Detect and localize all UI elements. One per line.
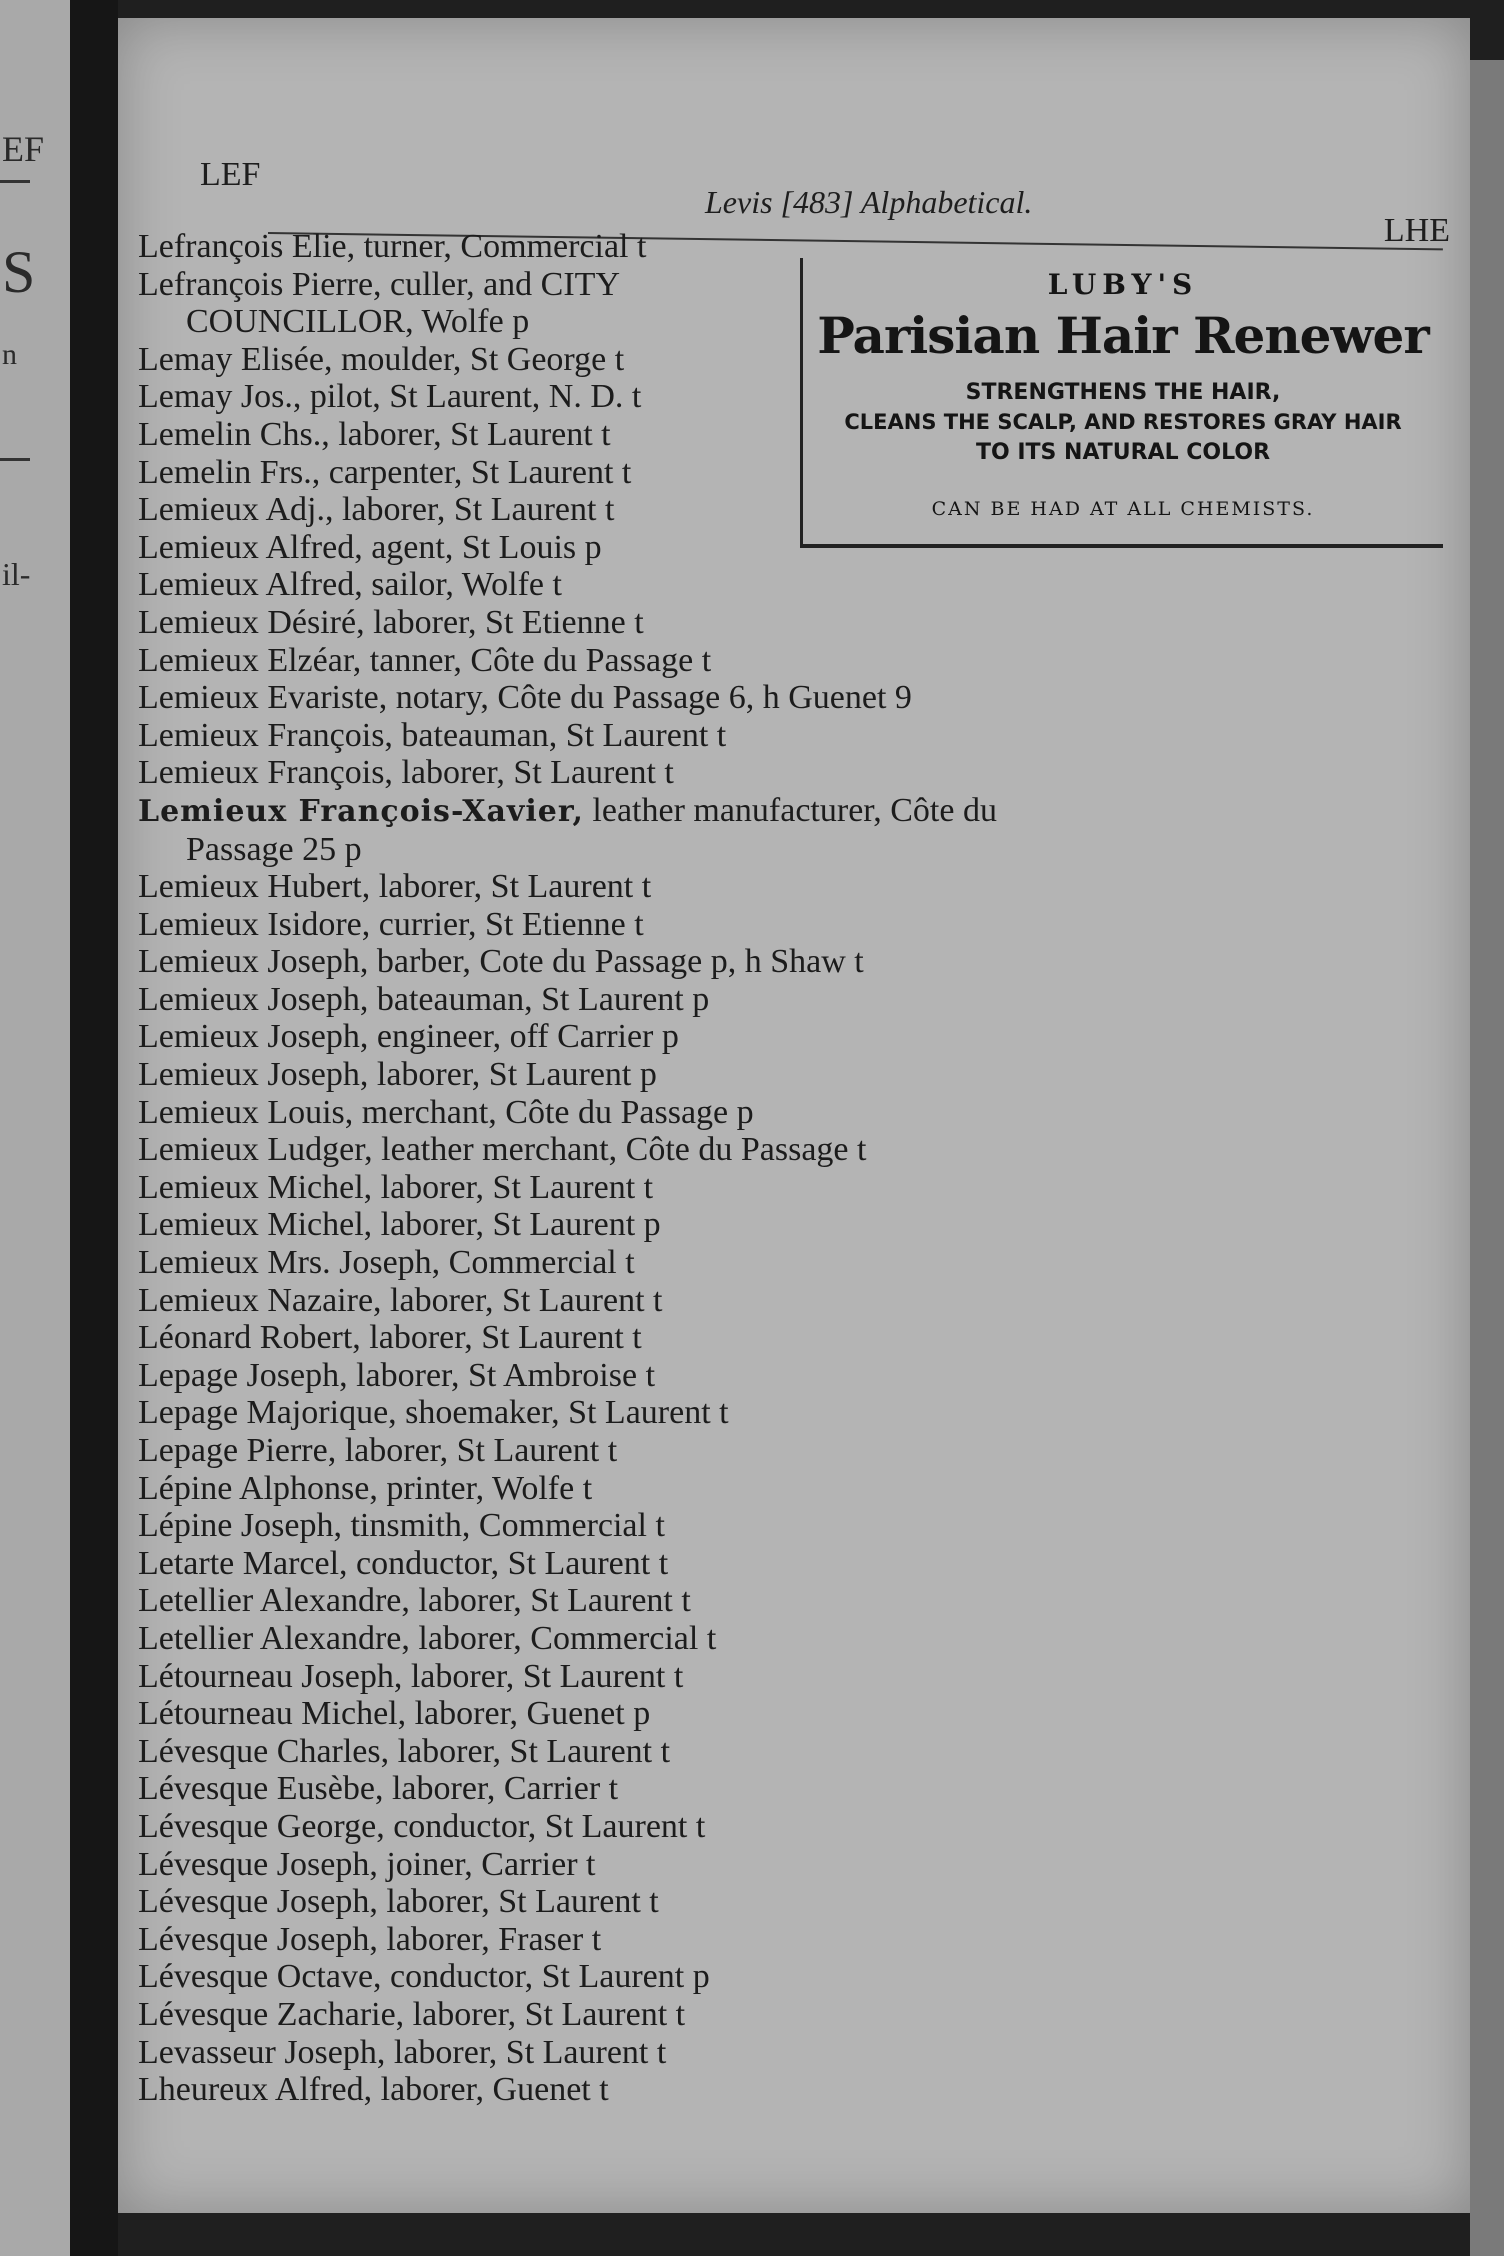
ad-brand: LUBY'S xyxy=(1047,268,1199,301)
directory-entry: Léonard Robert, laborer, St Laurent t xyxy=(138,1319,642,1357)
directory-entry: Lépine Joseph, tinsmith, Commercial t xyxy=(138,1507,665,1545)
page-edge xyxy=(1470,60,1504,2256)
directory-entry: Lévesque Zacharie, laborer, St Laurent t xyxy=(138,1995,686,2033)
prev-page-fragment: S xyxy=(2,239,36,305)
prev-page-fragment: il- xyxy=(2,556,31,592)
directory-entry: Létourneau Joseph, laborer, St Laurent t xyxy=(138,1657,684,1695)
prev-page-fragment: EF xyxy=(2,129,45,169)
directory-entry: Lemieux Joseph, laborer, St Laurent p xyxy=(138,1056,657,1094)
directory-entry: Letellier Alexandre, laborer, Commercial t xyxy=(138,1619,717,1657)
featured-name: Lemieux François-Xavier, xyxy=(138,793,584,829)
directory-entry: Lemay Elisée, moulder, St George t xyxy=(138,340,625,378)
ad-line: STRENGTHENS THE HAIR, xyxy=(965,380,1281,405)
directory-entry: Letarte Marcel, conductor, St Laurent t xyxy=(138,1544,669,1582)
directory-entry: Lemieux Alfred, agent, St Louis p xyxy=(138,528,602,566)
directory-entry: Lemelin Frs., carpenter, St Laurent t xyxy=(138,453,632,491)
directory-page xyxy=(118,18,1470,2213)
directory-entry: Lemieux Joseph, bateauman, St Laurent p xyxy=(138,980,710,1018)
directory-entry: Lemieux Joseph, barber, Cote du Passage p, h Shaw t xyxy=(138,943,864,981)
directory-entry: Lemieux Michel, laborer, St Laurent t xyxy=(138,1168,654,1206)
directory-entry: Lemieux Louis, merchant, Côte du Passage p xyxy=(138,1093,754,1131)
directory-entry: Lévesque Joseph, joiner, Carrier t xyxy=(138,1845,596,1883)
directory-entry: Lévesque Joseph, laborer, Fraser t xyxy=(138,1920,602,1958)
directory-entry: Lemieux Joseph, engineer, off Carrier p xyxy=(138,1018,679,1056)
directory-entry: Lemieux Elzéar, tanner, Côte du Passage t xyxy=(138,641,712,679)
ad-line: CLEANS THE SCALP, AND RESTORES GRAY HAIR xyxy=(844,410,1402,434)
previous-page-edge xyxy=(0,0,70,2256)
directory-entry: Lheureux Alfred, laborer, Guenet t xyxy=(138,2071,609,2109)
directory-entry: Lemieux Mrs. Joseph, Commercial t xyxy=(138,1244,635,1282)
entry-continuation: COUNCILLOR, Wolfe p xyxy=(186,303,530,341)
book-gutter xyxy=(70,0,118,2256)
directory-entry: Lemieux Isidore, currier, St Etienne t xyxy=(138,905,644,943)
header-left: LEF xyxy=(200,156,261,193)
directory-entry: Lévesque Charles, laborer, St Laurent t xyxy=(138,1732,671,1770)
directory-entry: Lemieux Adj., laborer, St Laurent t xyxy=(138,491,615,529)
directory-entry: Lefrançois Pierre, culler, and CITY xyxy=(138,265,620,303)
ad-title: Parisian Hair Renewer xyxy=(817,306,1429,365)
directory-entry: Lemieux François, bateauman, St Laurent t xyxy=(138,716,727,754)
directory-entry: Lévesque Eusèbe, laborer, Carrier t xyxy=(138,1770,619,1808)
directory-entry: Lepage Joseph, laborer, St Ambroise t xyxy=(138,1356,656,1394)
directory-entry: Lévesque George, conductor, St Laurent t xyxy=(138,1807,706,1845)
header-center: Levis [483] Alphabetical. xyxy=(705,184,1033,220)
directory-entry: Lemieux Alfred, sailor, Wolfe t xyxy=(138,566,562,604)
directory-entry: Lévesque Joseph, laborer, St Laurent t xyxy=(138,1883,659,1921)
directory-entry: Lepage Majorique, shoemaker, St Laurent t xyxy=(138,1394,729,1432)
directory-entry: Lépine Alphonse, printer, Wolfe t xyxy=(138,1469,593,1507)
directory-entry: Lemieux Désiré, laborer, St Etienne t xyxy=(138,603,644,641)
directory-entry xyxy=(138,303,788,341)
ad-line: TO ITS NATURAL COLOR xyxy=(975,440,1271,465)
directory-entry: Lévesque Octave, conductor, St Laurent p xyxy=(138,1958,710,1996)
directory-entry: Levasseur Joseph, laborer, St Laurent t xyxy=(138,2033,667,2071)
directory-entry: Lemay Jos., pilot, St Laurent, N. D. t xyxy=(138,378,642,416)
directory-entry: Letellier Alexandre, laborer, St Laurent t xyxy=(138,1582,691,1620)
directory-entry: Lemieux Evariste, notary, Côte du Passage 6, h Guenet 9 xyxy=(138,679,912,717)
directory-entry: Lemieux Nazaire, laborer, St Laurent t xyxy=(138,1281,663,1319)
directory-entries xyxy=(138,228,1438,2109)
directory-entry: Lemieux Hubert, laborer, St Laurent t xyxy=(138,868,652,906)
running-header xyxy=(200,144,1450,249)
entry-continuation: Passage 25 p xyxy=(186,830,362,868)
directory-entry-featured xyxy=(138,792,1318,868)
directory-entry: Lemieux Ludger, leather merchant, Côte du Passage t xyxy=(138,1131,867,1169)
featured-details: leather manufacturer, Côte du xyxy=(592,791,997,829)
directory-entry: Lemieux François, laborer, St Laurent t xyxy=(138,754,674,792)
header-right: LHE xyxy=(1383,212,1450,249)
ad-footer: CAN BE HAD AT ALL CHEMISTS. xyxy=(931,498,1315,520)
directory-entry: Lefrançois Elie, turner, Commercial t xyxy=(138,228,647,265)
directory-entry: Lemieux Michel, laborer, St Laurent p xyxy=(138,1206,661,1244)
directory-entry: Lepage Pierre, laborer, St Laurent t xyxy=(138,1432,618,1469)
prev-page-rule xyxy=(0,458,30,461)
prev-page-rule xyxy=(0,180,30,183)
prev-page-fragment: n xyxy=(2,338,17,371)
directory-entry: Lemelin Chs., laborer, St Laurent t xyxy=(138,415,611,453)
directory-entry: Létourneau Michel, laborer, Guenet p xyxy=(138,1695,651,1733)
